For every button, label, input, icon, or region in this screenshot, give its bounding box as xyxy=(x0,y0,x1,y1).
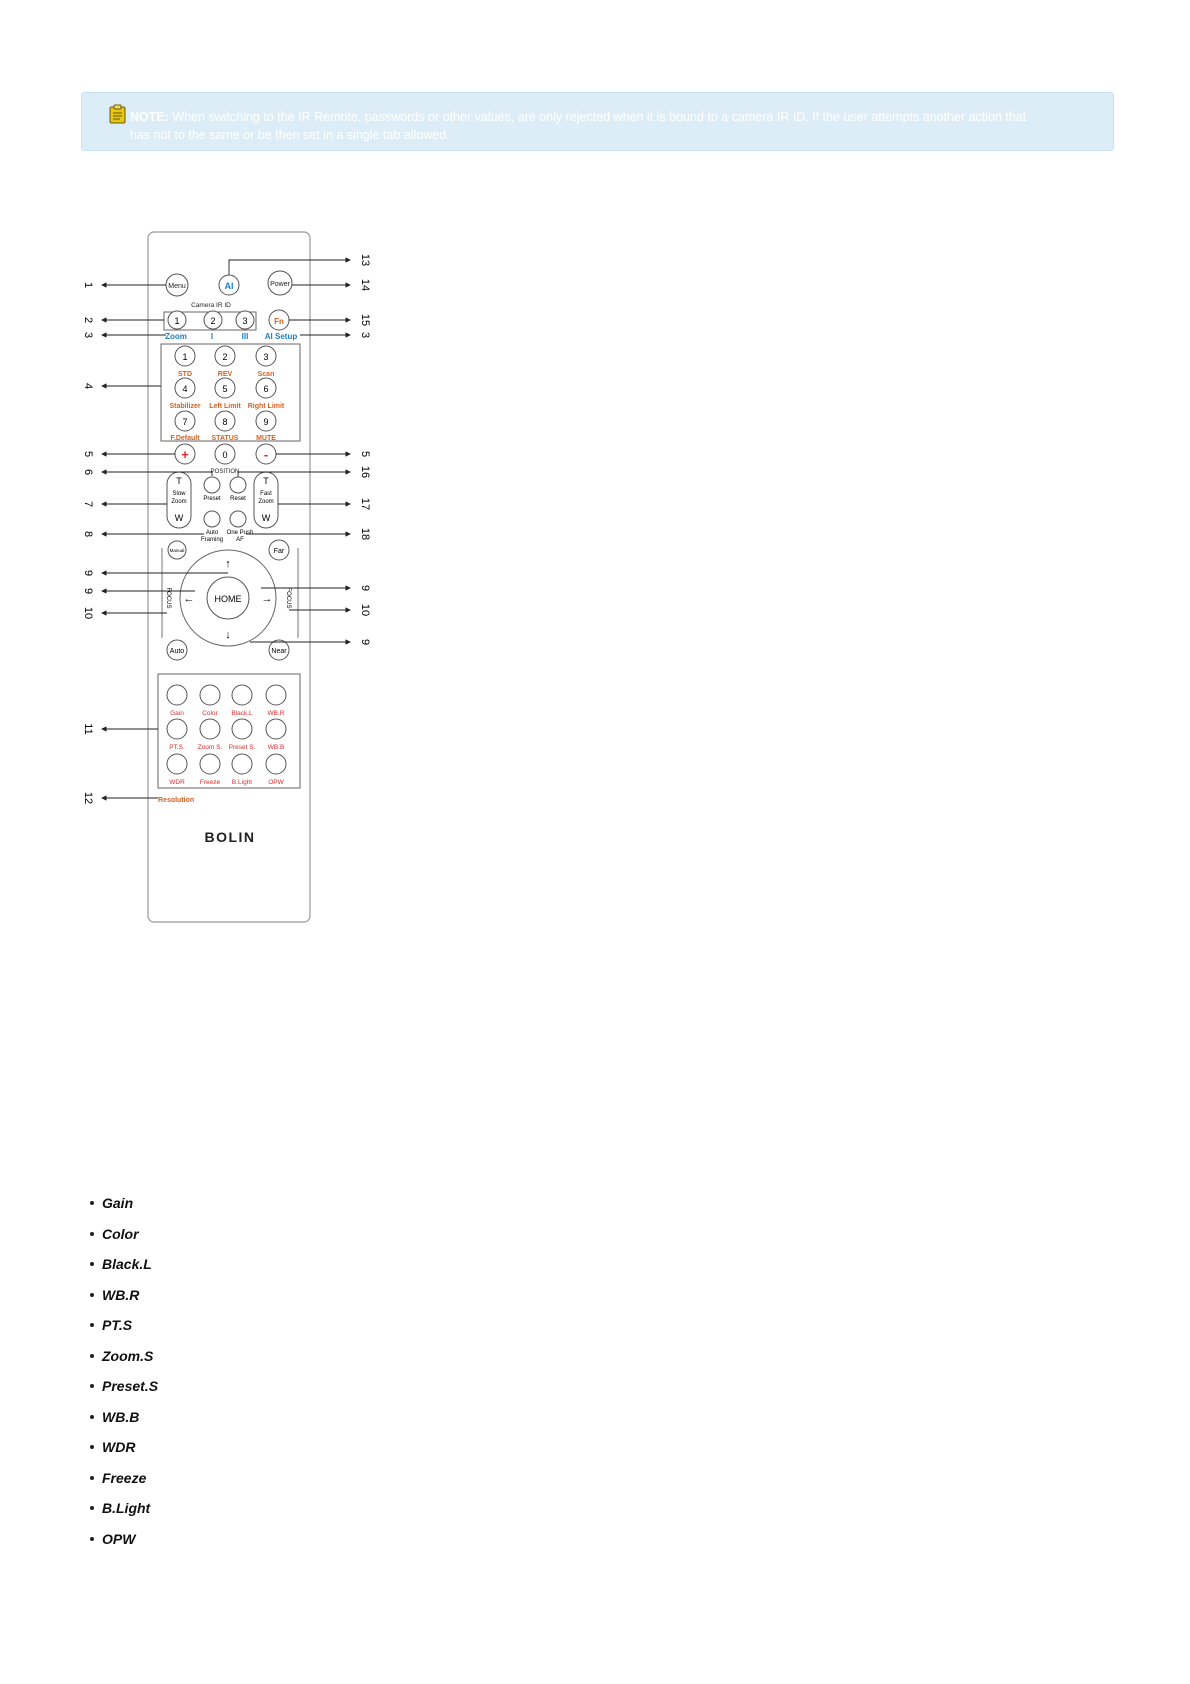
callout-number-left: 10 xyxy=(82,606,95,620)
callout-number-right: 3 xyxy=(359,331,372,339)
note-box xyxy=(81,92,1114,151)
callout-number-left: 9 xyxy=(82,587,95,595)
note-clipboard-icon xyxy=(109,104,127,124)
callout-number-left: 5 xyxy=(82,450,95,458)
zoom-label: Zoom xyxy=(165,332,187,341)
callout-number-right: 9 xyxy=(359,638,372,646)
near-button-label: Near xyxy=(271,648,287,655)
list-item: Freeze xyxy=(102,1469,158,1500)
callout-number-right: 9 xyxy=(359,584,372,592)
function-key-button[interactable] xyxy=(200,719,220,739)
key-4-num: 4 xyxy=(182,384,188,394)
power-button-label: Power xyxy=(270,281,290,288)
slow-zoom-t: T xyxy=(176,476,182,486)
function-key-label: Zoom S. xyxy=(197,744,223,751)
list-item: Gain xyxy=(102,1194,158,1225)
one-push-af-label-2: AF xyxy=(236,537,244,543)
ir-id-2-label: 2 xyxy=(210,316,216,326)
function-key-button[interactable] xyxy=(266,719,286,739)
callout-number-left: 12 xyxy=(82,791,95,805)
function-key-label: WDR xyxy=(169,779,185,786)
function-key-button[interactable] xyxy=(200,685,220,705)
function-key-button[interactable] xyxy=(232,719,252,739)
callout-number-left: 11 xyxy=(82,723,95,735)
auto-focus-button-label: Auto xyxy=(169,648,185,655)
function-key-button[interactable] xyxy=(200,754,220,774)
callout-number-right: 5 xyxy=(359,450,372,458)
callout-number-left: 1 xyxy=(82,281,95,289)
callout-number-right: 15 xyxy=(359,313,372,327)
key-8-label: STATUS xyxy=(211,435,239,442)
one-push-af-label-1: One Push xyxy=(226,530,254,536)
zero-button-label: 0 xyxy=(222,450,228,460)
key-7-label: F.Default xyxy=(170,435,200,442)
note-text xyxy=(130,108,1049,144)
function-key-button[interactable] xyxy=(167,719,187,739)
list-item: WB.R xyxy=(102,1286,158,1317)
callout-number-right: 10 xyxy=(359,603,372,617)
key-7-num: 7 xyxy=(182,417,188,427)
reset-button[interactable] xyxy=(230,477,246,493)
callout-number-right: 17 xyxy=(359,497,372,511)
ir-id-3-label: 3 xyxy=(242,316,248,326)
key-5-label: Left Limit xyxy=(209,403,241,410)
function-key-button[interactable] xyxy=(167,685,187,705)
function-key-label: Color xyxy=(202,710,218,717)
far-button-label: Far xyxy=(273,548,285,555)
preset-button[interactable] xyxy=(204,477,220,493)
slow-zoom-w: W xyxy=(174,513,184,523)
right-arrow-icon[interactable]: → xyxy=(261,593,273,605)
key-6-num: 6 xyxy=(263,384,269,394)
function-key-label: WB.R xyxy=(267,710,285,717)
focus-label-left: FOCUS xyxy=(165,587,171,609)
down-arrow-icon[interactable]: ↓ xyxy=(225,629,231,641)
manual-button-label: Manual xyxy=(169,548,185,553)
one-push-af-button[interactable] xyxy=(230,511,246,527)
home-button-label: HOME xyxy=(214,594,242,604)
camera-ir-id-label: Camera IR ID xyxy=(191,302,231,309)
callout-number-left: 8 xyxy=(82,530,95,538)
key-8-num: 8 xyxy=(222,417,228,427)
reset-label: Reset xyxy=(230,496,246,502)
key-9-num: 9 xyxy=(263,417,269,427)
minus-button-label: - xyxy=(263,447,269,462)
brand-logo: BOLIN xyxy=(204,829,256,845)
list-item: WB.B xyxy=(102,1408,158,1439)
callout-number-left: 9 xyxy=(82,569,95,577)
function-key-label: Freeze xyxy=(199,779,221,786)
list-item: OPW xyxy=(102,1530,158,1561)
fast-zoom-t: T xyxy=(263,476,269,486)
function-key-button[interactable] xyxy=(232,685,252,705)
fn-button-label: Fn xyxy=(274,317,284,326)
function-key-button[interactable] xyxy=(266,754,286,774)
key-9-label: MUTE xyxy=(256,435,276,442)
auto-framing-button[interactable] xyxy=(204,511,220,527)
callout-number-left: 6 xyxy=(82,468,95,476)
resolution-label: Resolution xyxy=(158,797,195,804)
key-1-label: STD xyxy=(178,371,192,378)
note-body: When switching to the IR Remote, passwords or other values, are only rejected when it is bound to a camera IR ID. If the user attempts another action that has not to the same or be then set in a single tab allowed. xyxy=(130,110,1027,142)
list-item: WDR xyxy=(102,1438,158,1469)
slow-zoom-label-2: Zoom xyxy=(171,499,187,505)
callout-number-right: 13 xyxy=(359,253,372,267)
focus-label-right: FOCUS xyxy=(285,587,291,609)
function-key-label: B.Light xyxy=(231,779,253,786)
function-key-label: OPW xyxy=(268,779,284,786)
list-item: Black.L xyxy=(102,1255,158,1286)
iii-label: III xyxy=(241,332,249,341)
key-3-num: 3 xyxy=(263,352,269,362)
key-3-label: Scan xyxy=(257,371,275,378)
list-item: Zoom.S xyxy=(102,1347,158,1378)
ai-setup-label: AI Setup xyxy=(264,332,298,341)
auto-framing-label-1: Auto xyxy=(205,530,219,536)
left-arrow-icon[interactable]: ← xyxy=(183,593,195,605)
preset-label: Preset xyxy=(203,496,221,502)
callout-number-left: 7 xyxy=(82,500,95,508)
function-key-label: PT.S. xyxy=(169,744,185,751)
ir-id-1-label: 1 xyxy=(174,316,180,326)
plus-button-label: + xyxy=(181,447,189,462)
callout-number-left: 3 xyxy=(82,331,95,339)
function-key-label: Black.L xyxy=(231,710,253,717)
callout-number-right: 18 xyxy=(359,527,372,541)
key-6-label: Right Limit xyxy=(247,403,285,410)
function-key-label: Gain xyxy=(170,710,184,717)
callout-number-right: 16 xyxy=(359,465,372,479)
slow-zoom-label-1: Slow xyxy=(172,491,186,497)
auto-framing-label-2: Framing xyxy=(200,537,224,543)
key-1-num: 1 xyxy=(182,352,188,362)
function-key-label: WB.B xyxy=(267,744,285,751)
fast-zoom-label-2: Zoom xyxy=(258,499,274,505)
callout-number-right: 14 xyxy=(359,278,372,292)
callout-number-left: 2 xyxy=(82,316,95,324)
remote-svg xyxy=(80,228,380,928)
function-key-button[interactable] xyxy=(232,754,252,774)
key-5-num: 5 xyxy=(222,384,228,394)
ai-button-label: AI xyxy=(224,281,234,291)
function-key-button[interactable] xyxy=(167,754,187,774)
list-item: B.Light xyxy=(102,1499,158,1530)
list-item: Preset.S xyxy=(102,1377,158,1408)
key-2-label: REV xyxy=(217,371,233,378)
function-key-list xyxy=(90,1194,158,1560)
list-item: Color xyxy=(102,1225,158,1256)
up-arrow-icon[interactable]: ↑ xyxy=(225,558,231,570)
i-label: I xyxy=(210,332,214,341)
fast-zoom-w: W xyxy=(261,513,271,523)
fast-zoom-label-1: Fast xyxy=(260,491,272,497)
position-label: POSITION xyxy=(210,469,240,475)
key-2-num: 2 xyxy=(222,352,228,362)
list-item: PT.S xyxy=(102,1316,158,1347)
function-key-label: Preset S. xyxy=(228,744,256,751)
note-label: NOTE: xyxy=(130,110,169,124)
callout-number-left: 4 xyxy=(82,382,95,390)
menu-button-label: Menu xyxy=(168,283,186,290)
remote-diagram xyxy=(80,228,380,928)
key-4-label: Stabilizer xyxy=(169,403,201,410)
function-key-button[interactable] xyxy=(266,685,286,705)
